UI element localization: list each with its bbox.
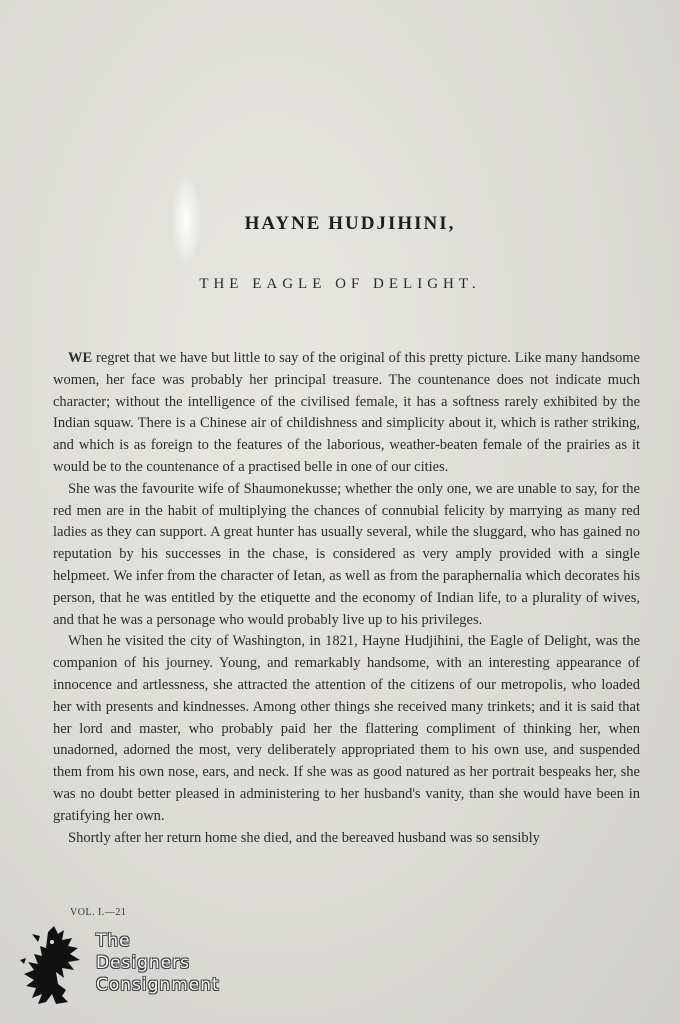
paragraph-text: Shortly after her return home she died, and the bereaved husband was so sensibly [68, 829, 540, 846]
page-subtitle: THE EAGLE OF DELIGHT. [199, 276, 481, 292]
paragraph-text: She was the favourite wife of Shaumonekusse; whether the only one, we are unable to say, for the red men are in the habit of multiplying the chances of connubial felicity by marrying as many red ladies as they can support. A great hunter has usually several, while the sluggard, who has gained no reputation by his successes in the chase, is considered as very amply provided with a single helpmeet. We infer from the character of Ietan, as well as from the paraphernalia which decorates his person, that he was entitled by the etiquette and the economy of Indian life, to a plurality of wives, and that he was a personage who would probably live up to his privileges. [53, 480, 640, 628]
paragraph-text: When he visited the city of Washington, in 1821, Hayne Hudjihini, the Eagle of Delight, was the companion of his journey. Young, and remarkably handsome, with an interesting appearance of innocence and artlessness, she attracted the attention of the citizens of our metropolis, who loaded her with presents and kindnesses. Among other things she received many trinkets; and it is said that her lord and master, who probably paid her the flattering compliment of thinking her, when unadorned, adorned the most, very deliberately appropriated them to his own use, and suspended them from his own nose, ears, and neck. If she was as good natured as her portrait bespeaks her, she was no doubt better pleased in administering to her husband's vanity, than she would have been in gratifying her own. [53, 633, 640, 824]
paragraph-text: regret that we have but little to say of the original of this pretty picture. Like many handsome women, her face was probably her principal treasure. The countenance does not indicate much character; without the intelligence of the civilised female, it has a softness rarely exhibited by the Indian squaw. There is a Chinese air of childishness and simplicity about it, which is rather striking, and which is as foreign to the features of the laborious, weather-beaten female of the prairies as it would be to the countenance of a practised belle in one of our cities. [53, 350, 640, 475]
paragraph-2 [53, 479, 640, 632]
page-title: HAYNE HUDJIHINI, [244, 213, 456, 234]
paragraph-1 [53, 348, 640, 479]
body-text [53, 348, 640, 849]
watermark-line-1: The [96, 931, 131, 951]
paragraph-3 [53, 631, 640, 827]
watermark-line-3: Consignment [96, 975, 220, 995]
griffin-icon [18, 924, 90, 1008]
watermark-logo [18, 924, 238, 1008]
paragraph-4 [53, 828, 640, 850]
watermark-text [96, 930, 220, 996]
watermark-line-2: Designers [96, 953, 190, 973]
volume-marker: VOL. I.—21 [70, 907, 127, 918]
paragraph-lead: WE [68, 350, 93, 366]
